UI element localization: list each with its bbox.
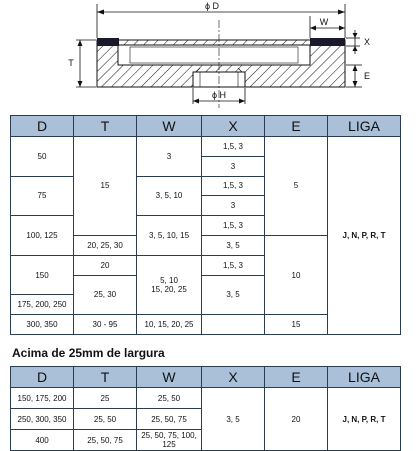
cell-x: 1,5, 3 (202, 255, 265, 275)
dim-label-e: E (364, 71, 371, 81)
cell-x: 3, 5 (202, 388, 265, 451)
cell-x: 1,5, 3 (202, 176, 265, 196)
cell-w: 3, 5, 10 (137, 176, 202, 216)
cell-e: 15 (265, 315, 328, 335)
header-t: T (74, 367, 137, 388)
cell-d: 300, 350 (11, 315, 74, 335)
cell-e: 10 (265, 235, 328, 314)
cell-w: 25, 50 (137, 388, 202, 409)
dim-label-h: ϕ H (211, 90, 227, 100)
header-d: D (11, 116, 74, 137)
cell-x: 3, 5 (202, 235, 265, 255)
dim-label-w: W (319, 17, 329, 27)
cell-x: 1,5, 3 (202, 137, 265, 157)
wide-wheels-table (10, 366, 401, 451)
cell-d: 150, 175, 200 (11, 388, 74, 409)
header-x: X (202, 116, 265, 137)
section-subtitle: Acima de 25mm de largura (12, 346, 165, 360)
cell-w: 25, 50, 75 (137, 409, 202, 430)
cell-d: 400 (11, 430, 74, 451)
wheel-cross-section-drawing (0, 0, 420, 110)
cell-x: 3 (202, 156, 265, 176)
cell-t: 20 (74, 255, 137, 275)
header-w: W (137, 367, 202, 388)
header-e: E (265, 367, 328, 388)
header-d: D (11, 367, 74, 388)
cell-t: 15 (74, 137, 137, 236)
dimensions-table (10, 115, 401, 335)
cell-d: 75 (11, 176, 74, 216)
dim-label-t: T (68, 58, 74, 68)
header-liga: LIGA (328, 116, 401, 137)
cell-w: 10, 15, 20, 25 (137, 315, 202, 335)
cell-w: 5, 10 15, 20, 25 (137, 255, 202, 314)
dim-label-x: X (364, 37, 371, 47)
cell-t: 25 (74, 388, 137, 409)
cell-x: 3, 5 (202, 275, 265, 315)
cell-t: 25, 50 (74, 409, 137, 430)
cell-d: 150 (11, 255, 74, 295)
cell-d: 175, 200, 250 (11, 295, 74, 315)
header-liga: LIGA (328, 367, 401, 388)
cell-w: 3 (137, 137, 202, 177)
cell-d: 100, 125 (11, 216, 74, 256)
cell-e: 20 (265, 388, 328, 451)
cell-x (202, 315, 265, 335)
cell-t: 30 - 95 (74, 315, 137, 335)
cell-d: 250, 300, 350 (11, 409, 74, 430)
header-t: T (74, 116, 137, 137)
header-w: W (137, 116, 202, 137)
cell-d: 50 (11, 137, 74, 177)
cell-liga: J, N, P, R, T (328, 137, 401, 335)
cell-w: 3, 5, 10, 15 (137, 216, 202, 256)
cell-x: 3 (202, 196, 265, 216)
cell-t: 25, 30 (74, 275, 137, 315)
cell-t: 20, 25, 30 (74, 235, 137, 255)
cell-x: 1,5, 3 (202, 216, 265, 236)
dim-label-d: ϕ D (204, 1, 220, 11)
cell-w: 25, 50, 75, 100, 125 (137, 430, 202, 451)
cell-e: 5 (265, 137, 328, 236)
cell-liga: J, N, P, R, T (328, 388, 401, 451)
cell-t: 25, 50, 75 (74, 430, 137, 451)
header-x: X (202, 367, 265, 388)
header-e: E (265, 116, 328, 137)
